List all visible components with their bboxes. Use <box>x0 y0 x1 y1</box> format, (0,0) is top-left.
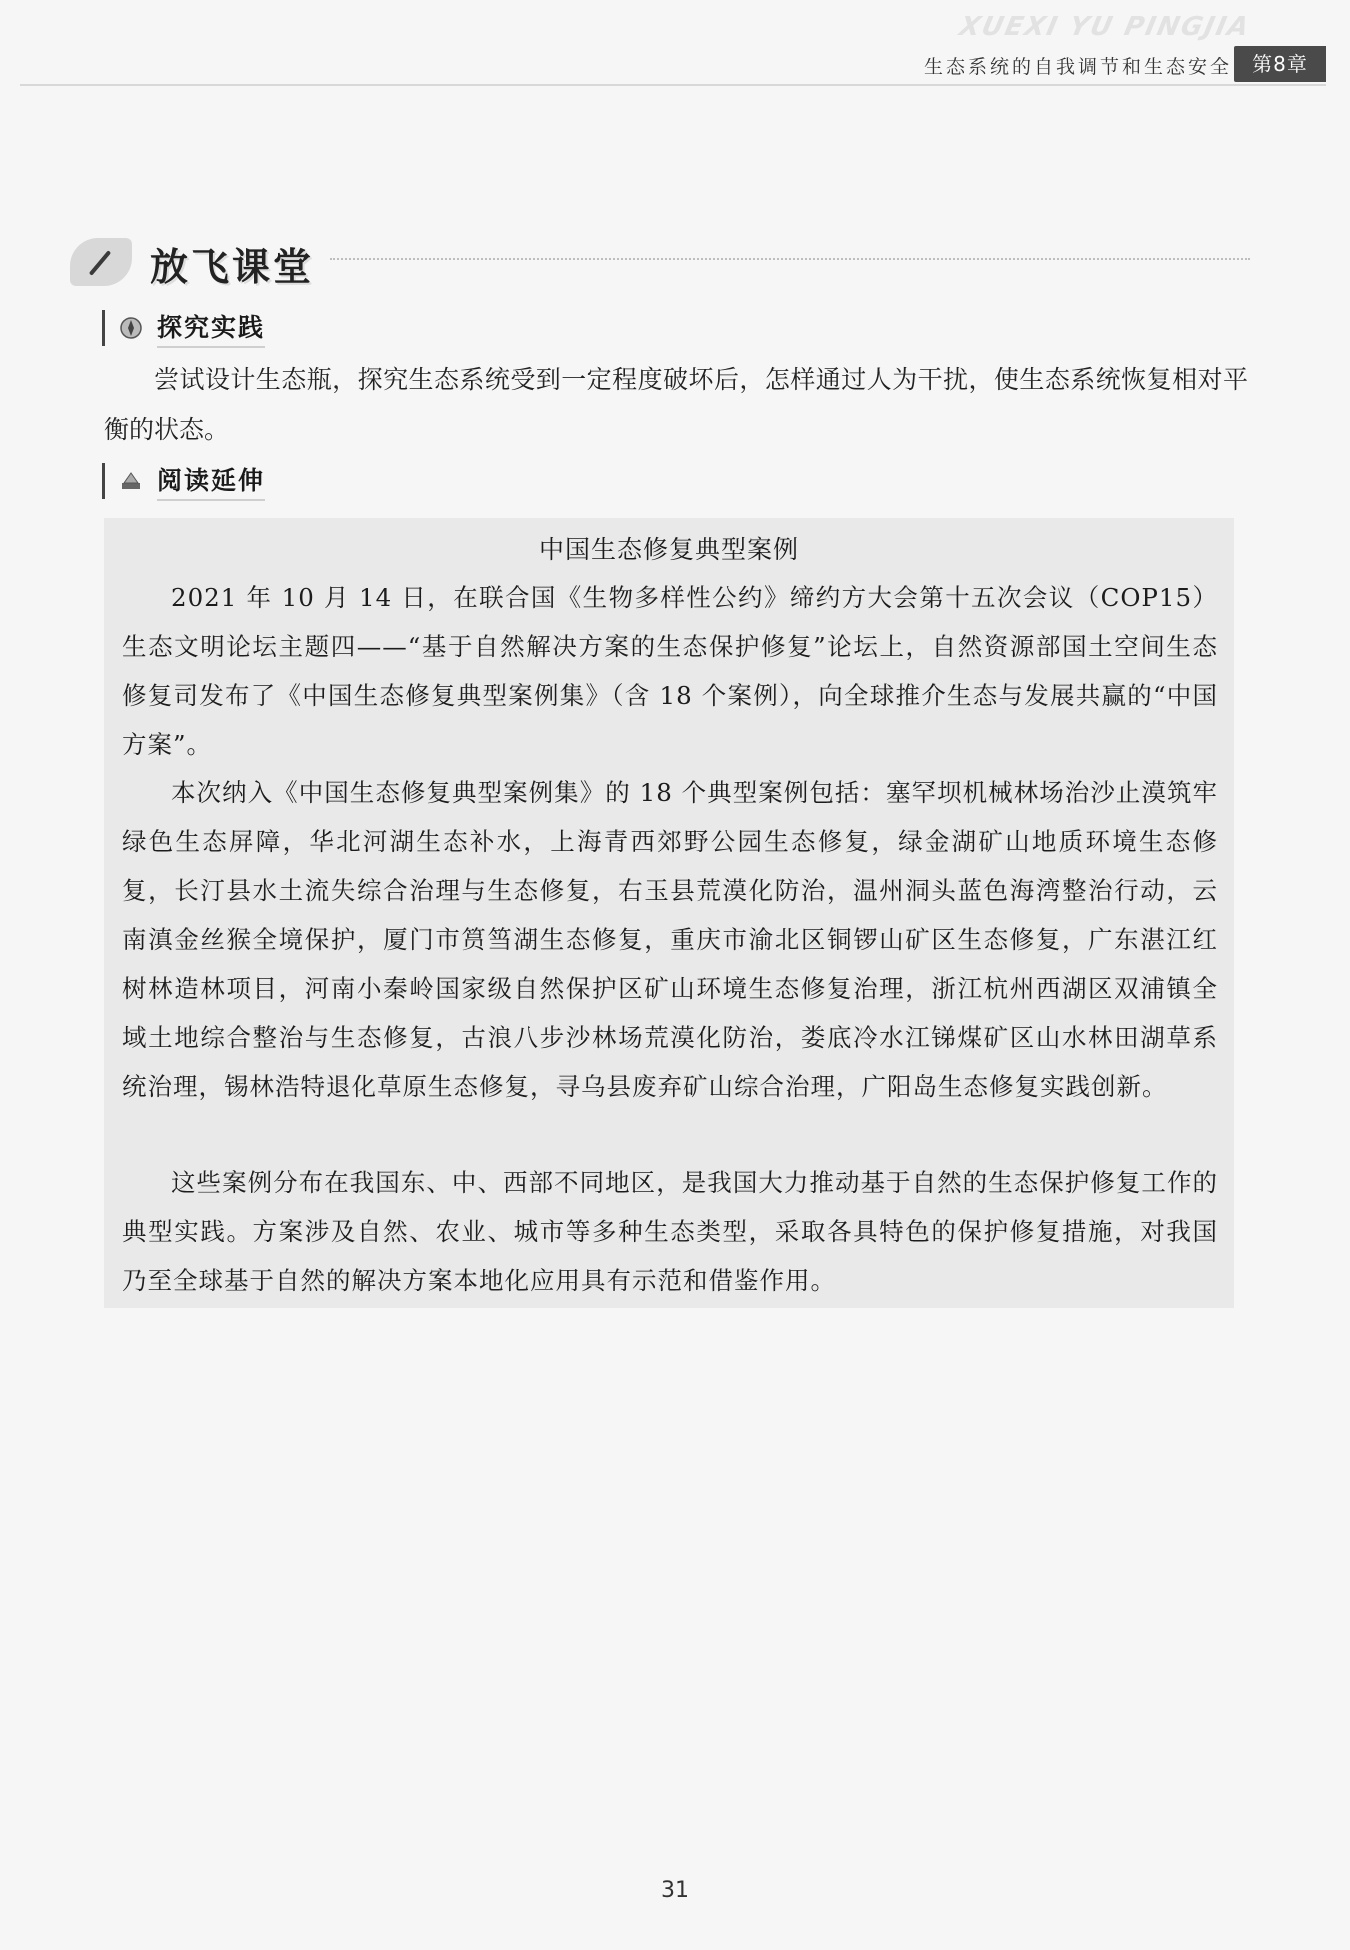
page-header <box>0 0 1350 95</box>
reading-paragraph: 2021 年 10 月 14 日，在联合国《生物多样性公约》缔约方大会第十五次会议（COP15）生态文明论坛主题四——“基于自然解决方案的生态保护修复”论坛上，自然资源部国土空间生态修复司发布了《中国生态修复典型案例集》（含 18 个案例），向全球推介生态与发展共赢的“中国方案”。 <box>122 583 1218 759</box>
reading-heading <box>102 461 265 501</box>
heading-bar <box>102 463 105 499</box>
reading-heading-text: 阅读延伸 <box>157 461 265 501</box>
reading-paragraph: 本次纳入《中国生态修复典型案例集》的 18 个典型案例包括：塞罕坝机械林场治沙止漠筑牢绿色生态屏障，华北河湖生态补水，上海青西郊野公园生态修复，绿金湖矿山地质环境生态修复，长汀县水土流失综合治理与生态修复，右玉县荒漠化防治，温州洞头蓝色海湾整治行动，云南滇金丝猴全境保护，厦门市筼筜湖生态修复，重庆市渝北区铜锣山矿区生态修复，广东湛江红树林造林项目，河南小秦岭国家级自然保护区矿山环境生态修复治理，浙江杭州西湖区双浦镇全域土地综合整治与生态修复，古浪八步沙林场荒漠化防治，娄底冷水江锑煤矿区山水林田湖草系统治理，锡林浩特退化草原生态修复，寻乌县废弃矿山综合治理，广阳岛生态修复实践创新。 <box>122 778 1218 1101</box>
header-watermark: XUEXI YU PINGJIA <box>956 12 1254 42</box>
explore-heading <box>102 308 265 348</box>
explore-text: 尝试设计生态瓶，探究生态系统受到一定程度破坏后，怎样通过人为干扰，使生态系统恢复相对平衡的状态。 <box>104 365 1248 444</box>
header-rule <box>20 84 1326 86</box>
book-icon <box>119 469 143 493</box>
section-divider <box>330 258 1250 260</box>
explore-heading-text: 探究实践 <box>157 308 265 348</box>
reading-paragraph: 这些案例分布在我国东、中、西部不同地区，是我国大力推动基于自然的生态保护修复工作的典型实践。方案涉及自然、农业、城市等多种生态类型，采取各具特色的保护修复措施，对我国乃至全球基于自然的解决方案本地化应用具有示范和借鉴作用。 <box>122 1168 1218 1295</box>
section-banner <box>70 232 330 288</box>
compass-icon <box>119 316 143 340</box>
reading-title: 中国生态修复典型案例 <box>538 535 799 564</box>
section-title: 放飞课堂 <box>150 245 315 289</box>
heading-bar <box>102 310 105 346</box>
page-number: 31 <box>661 1878 689 1903</box>
chapter-title: 生态系统的自我调节和生态安全 <box>923 56 1232 78</box>
chapter-tab: 第8章 <box>1234 46 1326 82</box>
